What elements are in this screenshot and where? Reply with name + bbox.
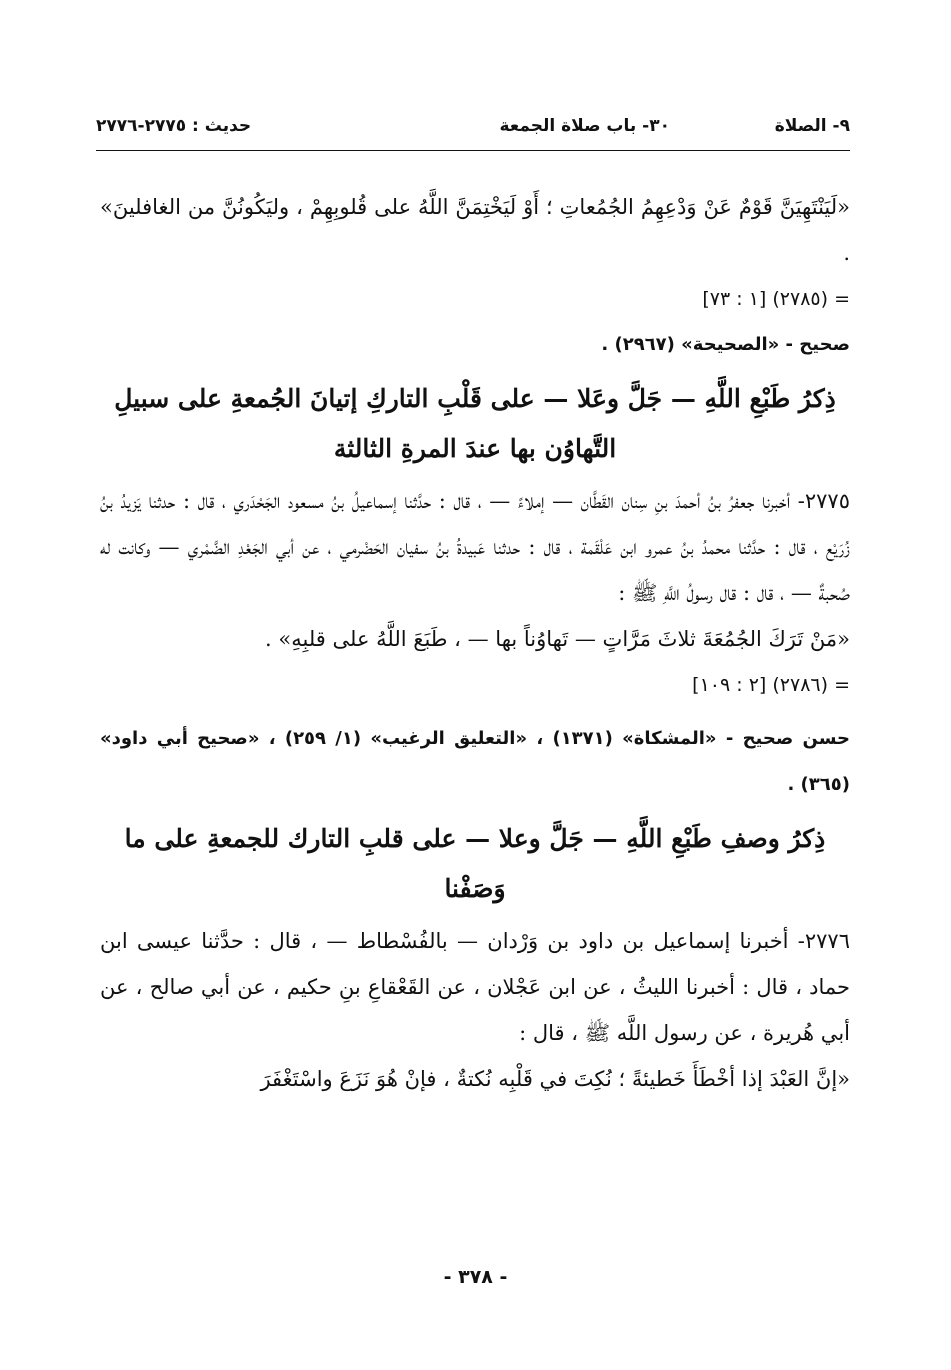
isnad-paragraph: ٢٧٧٦- أخبرنا إسماعيل بن داود بن وَرْدان — بالفُسْطاط — ، قال : حدَّثنا عيسى ابن حماد ، قال : أخبرنا الليثُ ، عن ابن عَجْلان ، عن القَعْقاعِ بنِ حكيم ، عن أبي صالح ، عن أبي هُريرة ، عن رسول اللَّه ﷺ ، قال : <box>100 929 850 1045</box>
hadith-text: «لَيَنْتَهِيَنَّ قَوْمٌ عَنْ وَدْعِهِمُ الجُمُعاتِ ؛ أَوْ لَيَخْتِمَنَّ اللَّهُ على قُلوبِهِمْ ، وليَكُونُنَّ من الغافلينَ» . <box>100 195 850 265</box>
chapter-heading: ذِكرُ وصفِ طَبْعِ اللَّهِ — جَلَّ وعلا — على قلبِ التارك للجمعةِ على ما وَصَفْنا <box>124 824 826 903</box>
header-divider <box>96 150 850 151</box>
cross-reference: = (٢٧٨٦) [٢ : ١٠٩] <box>692 674 850 696</box>
chapter-title: ٩- الصلاة <box>774 116 850 136</box>
grading-note: حسن صحيح - «المشكاة» (١٣٧١) ، «التعليق الرغيب» (١/ ٢٥٩) ، «صحيح أبي داود» (٣٦٥) . <box>100 728 851 795</box>
hadith-range: حديث : ٢٧٧٥-٢٧٧٦ <box>96 116 252 136</box>
page-number: - ٣٧٨ - <box>443 1266 508 1288</box>
chapter-heading: ذِكرُ طَبْعِ اللَّهِ — جَلَّ وعَلا — على قَلْبِ التاركِ إتيانَ الجُمعةِ على سبيلِ التَّهاوُن بها عندَ المرةِ الثالثة <box>114 384 836 463</box>
running-header <box>96 112 850 142</box>
page-body <box>100 184 850 1102</box>
hadith-text: «إنَّ العَبْدَ إذا أخْطَأَ خَطيئةً ؛ نُكِتَ في قَلْبِه نُكتةٌ ، فإنْ هُوَ نَزَعَ واسْتَغْفَرَ <box>260 1067 850 1091</box>
hadith-text: «مَنْ تَرَكَ الجُمُعَةَ ثلاثَ مَرَّاتٍ — تَهاوُناً بها — ، طَبَعَ اللَّهُ على قلبِهِ» . <box>265 627 850 651</box>
grading-note: صحيح - «الصحيحة» (٢٩٦٧) . <box>601 334 850 355</box>
cross-reference: = (٢٧٨٥) [١ : ٧٣] <box>702 288 850 310</box>
isnad-paragraph: ٢٧٧٥- أخبرنا جعفرُ بنُ أحمدَ بنِ سِنان القَطَّان — إملاءً — ، قال : حدَّثنا إسماعيلُ بنُ مسعود الجَحْدَري ، قال : حدثنا يَزيدُ بنُ زُرَيْع ، قال : حدَّثنا محمدُ بنُ عمرو ابن عَلْقَمة ، قال : حدثنا عَبيدةُ بنُ سفيان الحَضْرمي ، عن أبي الجَعْدِ الضَّمْري — وكانت له صُحبةٌ — ، قال : قال رسولُ اللَّهِ ﷺ : <box>100 489 850 605</box>
section-title: ٣٠- باب صلاة الجمعة <box>499 116 670 136</box>
